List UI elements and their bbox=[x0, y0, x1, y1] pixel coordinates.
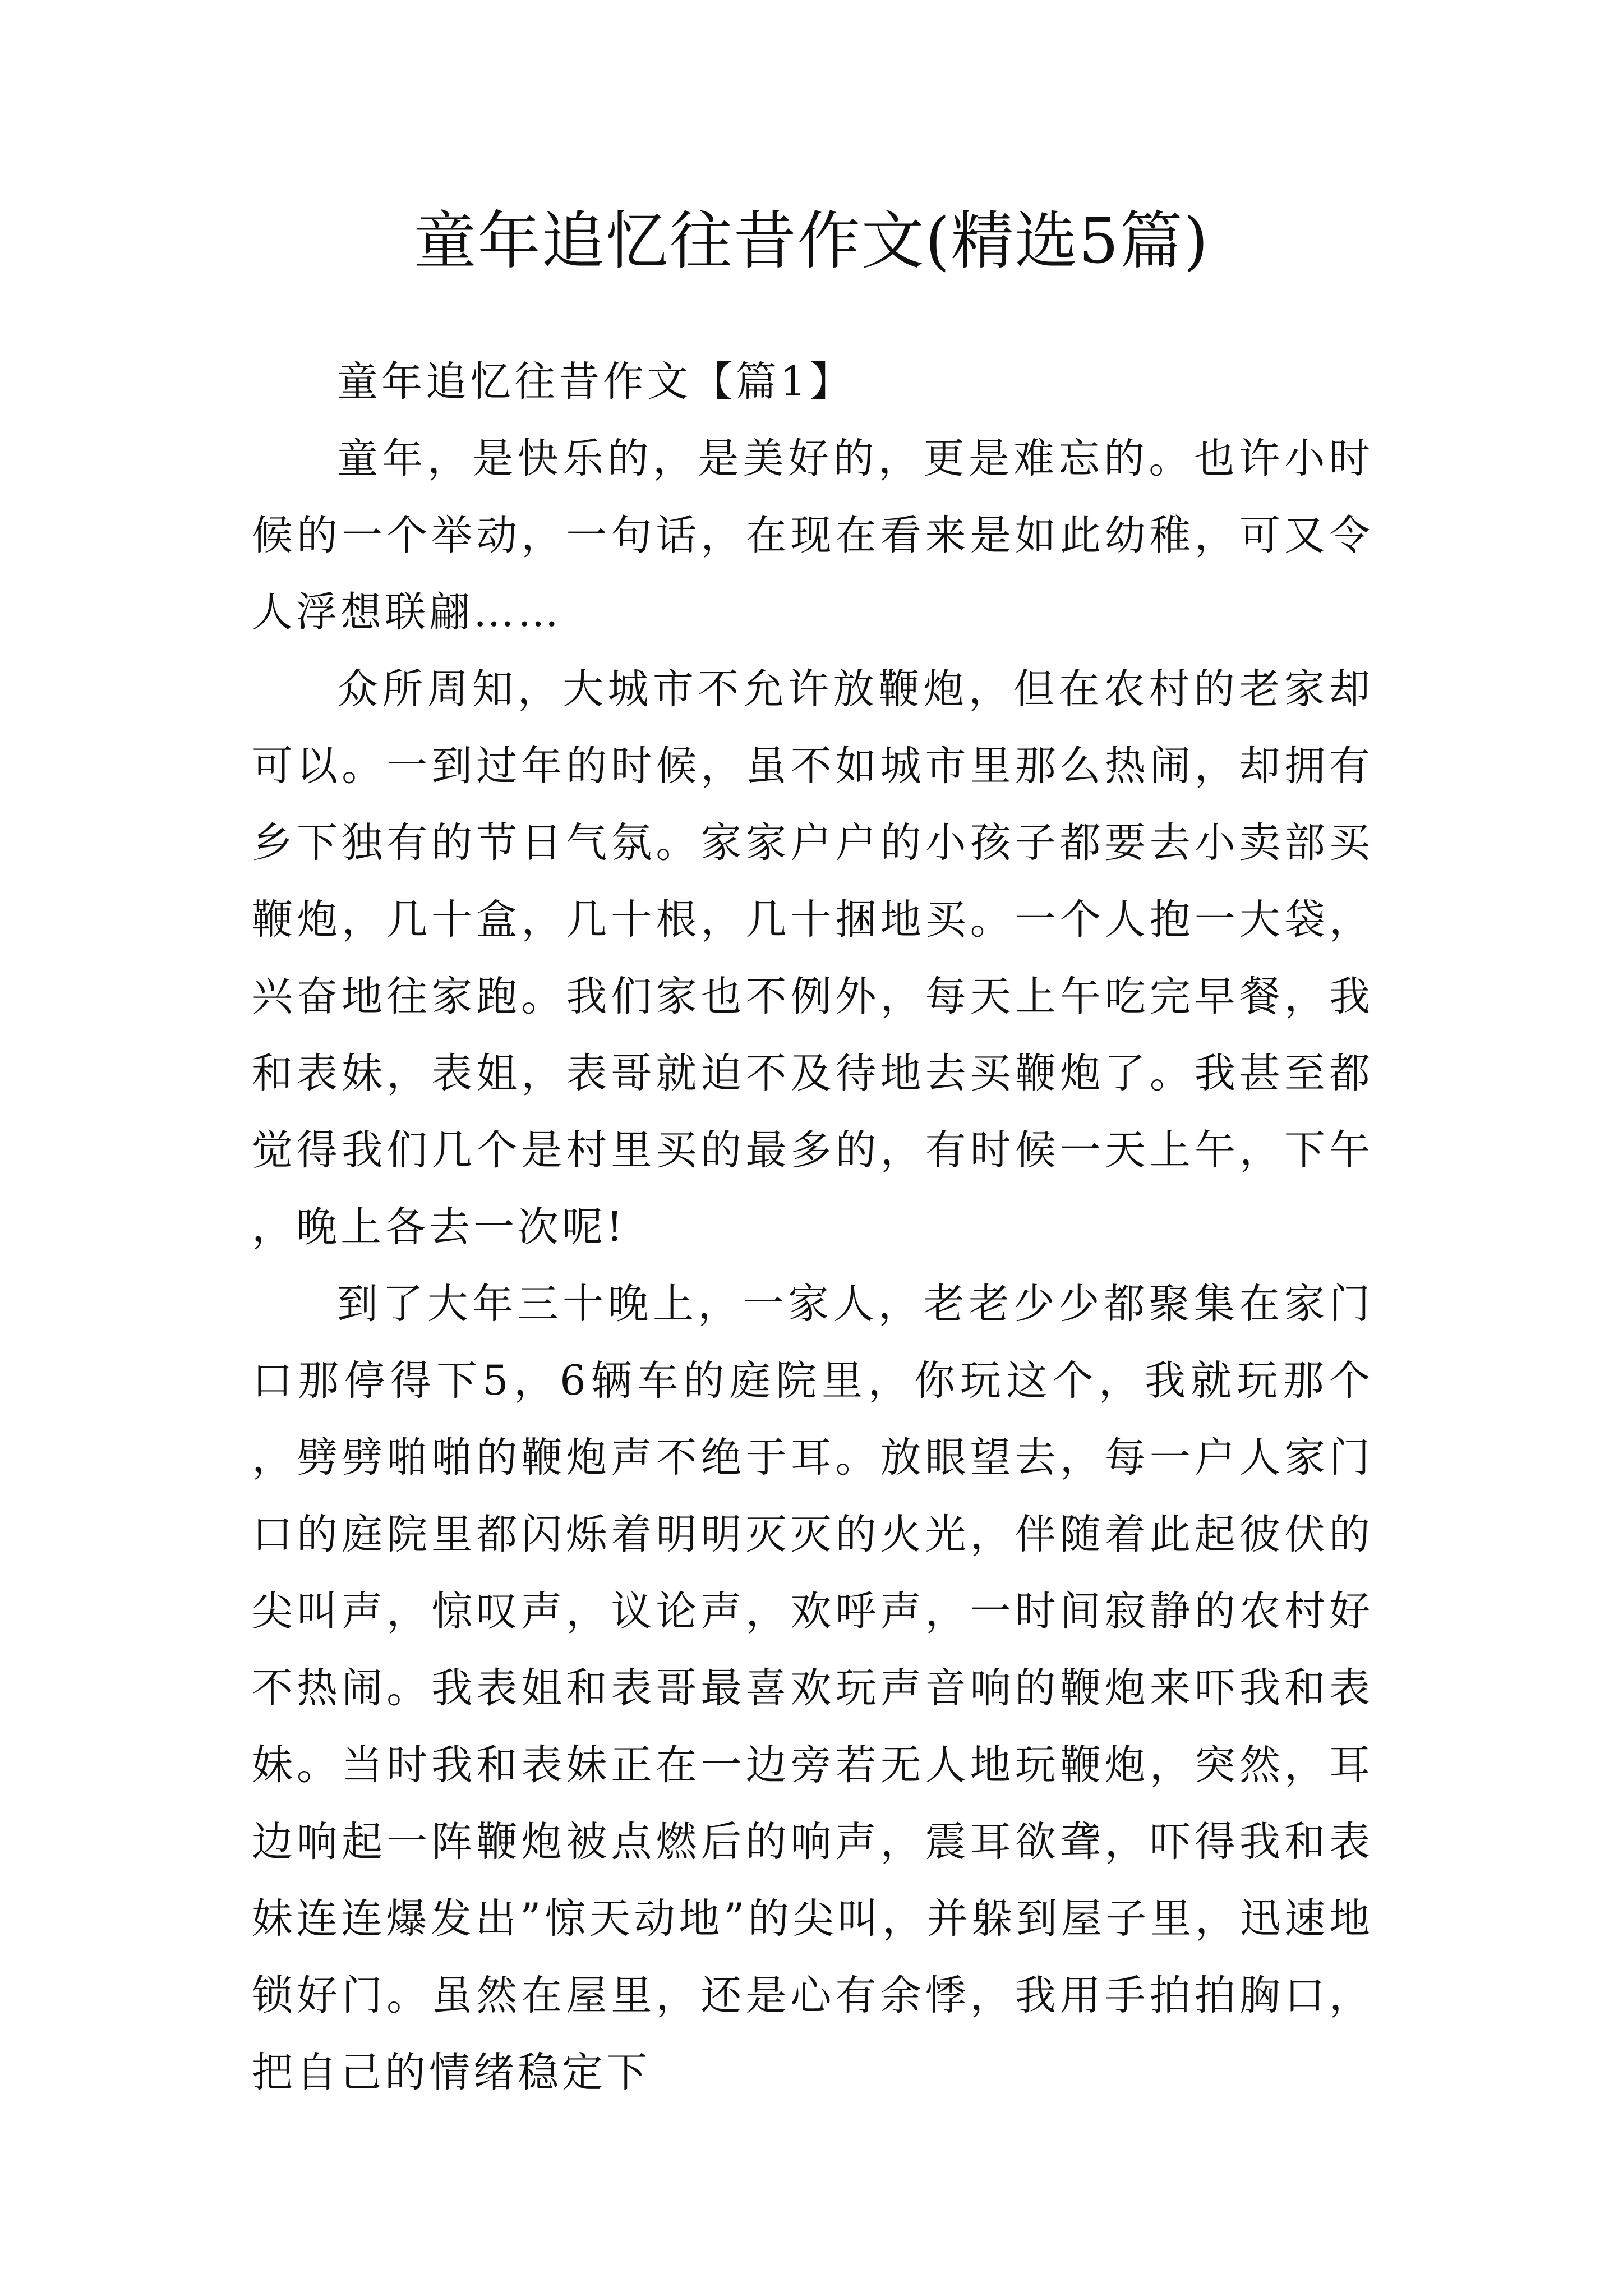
paragraph-new-year-eve: 到了大年三十晚上，一家人，老老少少都聚集在家门口那停得下5，6辆车的庭院里，你玩这个，我就玩那个，劈劈啪啪的鞭炮声不绝于耳。放眼望去，每一户人家门口的庭院里都闪烁着明明灭灭的火光，伴随着此起彼伏的尖叫声，惊叹声，议论声，欢呼声，一时间寂静的农村好不热闹。我表姐和表哥最喜欢玩声音响的鞭炮来吓我和表妹。当时我和表妹正在一边旁若无人地玩鞭炮，突然，耳边响起一阵鞭炮被点燃后的响声，震耳欲聋，吓得我和表妹连连爆发出”惊天动地”的尖叫，并躲到屋子里，迅速地锁好门。虽然在屋里，还是心有余悸，我用手拍拍胸口，把自己的情绪稳定下 bbox=[252, 1280, 1373, 2096]
paragraph-firecrackers: 众所周知，大城市不允许放鞭炮，但在农村的老家却可以。一到过年的时候，虽不如城市里那么热闹，却拥有乡下独有的节日气氛。家家户户的小孩子都要去小卖部买鞭炮，几十盒，几十根，几十捆地买。一个人抱一大袋，兴奋地往家跑。我们家也不例外，每天上午吃完早餐，我和表妹，表姐，表哥就迫不及待地去买鞭炮了。我甚至都觉得我们几个是村里买的最多的，有时候一天上午，下午，晚上各去一次呢! bbox=[252, 665, 1373, 1251]
section-heading: 童年追忆往昔作文【篇1】 bbox=[337, 358, 854, 406]
document-title: 童年追忆往昔作文(精选5篇) bbox=[413, 205, 1210, 278]
document-body bbox=[252, 343, 1373, 2111]
paragraph-intro: 童年，是快乐的，是美好的，更是难忘的。也许小时候的一个举动，一句话，在现在看来是如此幼稚，可又令人浮想联翩…… bbox=[252, 435, 1373, 636]
